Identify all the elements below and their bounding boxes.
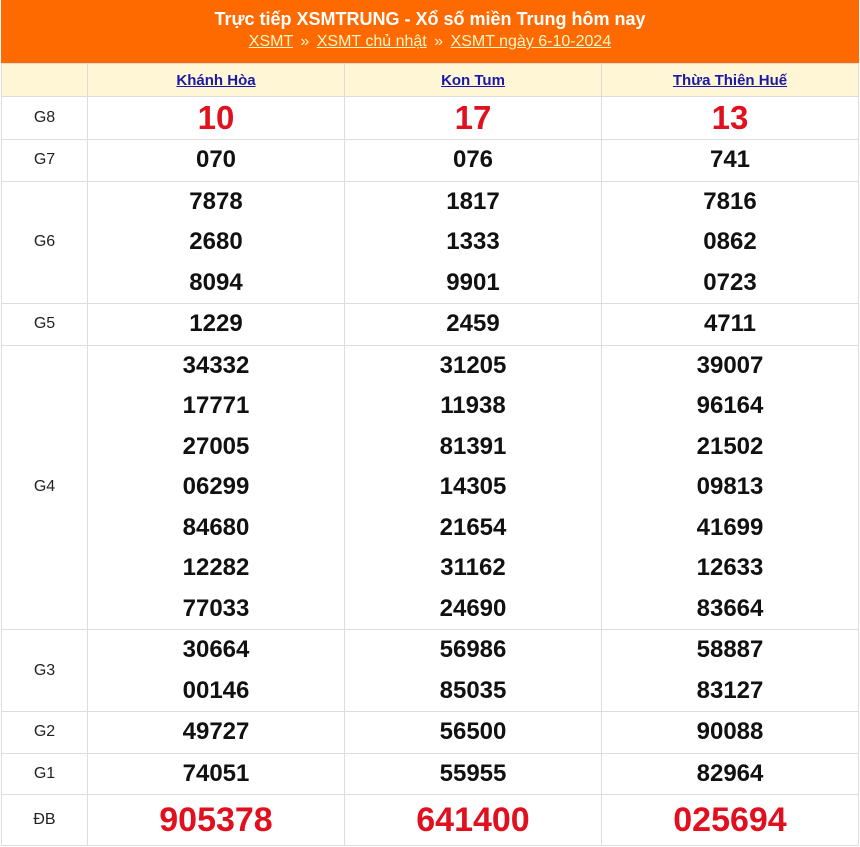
- prize-number: 17: [454, 98, 492, 136]
- prize-cell: [345, 304, 602, 346]
- prize-number: 56986: [439, 636, 507, 663]
- prize-cell: [88, 140, 345, 182]
- prize-number: 21654: [439, 513, 507, 541]
- prize-cell: [345, 181, 602, 304]
- results-header: [1, 0, 859, 63]
- prize-row-db: [2, 795, 859, 846]
- prize-cell: [345, 630, 602, 712]
- prize-cell: [345, 140, 602, 182]
- prize-number: 06299: [182, 473, 250, 500]
- prize-row-g1: [2, 753, 859, 795]
- prize-label: G2: [2, 712, 88, 754]
- prize-cell: [602, 304, 859, 346]
- prize-number: 076: [452, 146, 494, 173]
- prize-label: ĐB: [2, 795, 88, 846]
- prize-number: 10: [197, 98, 235, 136]
- province-header: [345, 64, 602, 97]
- prize-cell: [88, 712, 345, 754]
- prize-cell: [345, 753, 602, 795]
- prize-number: 1333: [446, 228, 500, 255]
- prize-number: 49727: [182, 718, 250, 745]
- prize-cell: [602, 181, 859, 304]
- prize-number: 58887: [696, 636, 764, 663]
- prize-number: 17771: [182, 392, 250, 419]
- prize-row-g3: [2, 630, 859, 712]
- prize-number: 4711: [703, 310, 757, 337]
- prize-number: 2459: [446, 310, 500, 337]
- breadcrumb-link-date[interactable]: XSMT ngày 6-10-2024: [450, 33, 612, 50]
- prize-label: G1: [2, 753, 88, 795]
- prize-number: 12633: [696, 554, 764, 581]
- prize-row-g6: [2, 181, 859, 304]
- prize-number: 00146: [182, 676, 250, 704]
- prize-number: 09813: [696, 473, 764, 500]
- prize-number: 14305: [439, 473, 507, 500]
- prize-number: 7816: [703, 187, 757, 215]
- prize-row-g5: [2, 304, 859, 346]
- prize-number: 84680: [182, 513, 250, 541]
- prize-number: 741: [709, 146, 751, 173]
- breadcrumb-separator: »: [434, 33, 444, 50]
- results-page: [1, 0, 859, 846]
- prize-number: 21502: [696, 432, 764, 460]
- province-link-kon-tum[interactable]: Kon Tum: [441, 71, 505, 89]
- prize-number: 96164: [696, 392, 764, 419]
- prize-cell: [602, 140, 859, 182]
- prize-number: 24690: [439, 594, 507, 622]
- prize-cell: [345, 345, 602, 630]
- prize-cell: [88, 795, 345, 846]
- prize-number: 34332: [182, 351, 250, 379]
- prize-number: 0862: [703, 228, 757, 255]
- prize-number: 070: [195, 146, 237, 173]
- prize-number: 85035: [439, 676, 507, 704]
- province-link-khanh-hoa[interactable]: Khánh Hòa: [176, 71, 256, 89]
- prize-number: 41699: [696, 513, 764, 541]
- breadcrumb-link-sunday[interactable]: XSMT chủ nhật: [316, 33, 427, 50]
- prize-cell: [602, 345, 859, 630]
- prize-cell: [88, 97, 345, 140]
- prize-number: 83127: [696, 676, 764, 704]
- prize-number: 27005: [182, 432, 250, 460]
- prize-cell: [602, 630, 859, 712]
- prize-label: G4: [2, 345, 88, 630]
- prize-number: 0723: [703, 268, 757, 296]
- prize-cell: [88, 753, 345, 795]
- prize-number: 1229: [189, 310, 243, 337]
- prize-number: 13: [711, 98, 749, 136]
- prize-label: G3: [2, 630, 88, 712]
- prize-number: 11938: [440, 392, 506, 419]
- prize-number: 31205: [439, 351, 507, 379]
- prize-row-g4: [2, 345, 859, 630]
- corner-cell: [2, 64, 88, 97]
- prize-number: 56500: [439, 718, 507, 745]
- province-link-thua-thien-hue[interactable]: Thừa Thiên Huế: [672, 71, 788, 89]
- prize-label: G6: [2, 181, 88, 304]
- prize-number: 55955: [439, 759, 507, 787]
- prize-number: 025694: [673, 801, 787, 839]
- breadcrumb-link-xsmt[interactable]: XSMT: [248, 33, 293, 50]
- prize-number: 8094: [189, 268, 243, 296]
- prize-row-g8: [2, 97, 859, 140]
- prize-number: 2680: [189, 228, 243, 255]
- prize-cell: [602, 753, 859, 795]
- prize-number: 77033: [182, 594, 250, 622]
- prize-number: 7878: [189, 187, 243, 215]
- page-title: Trực tiếp XSMTRUNG - Xổ số miền Trung hôm nay: [214, 9, 646, 29]
- results-table: [1, 63, 859, 846]
- breadcrumb: [1, 31, 859, 53]
- prize-number: 12282: [182, 554, 250, 581]
- prize-label: G7: [2, 140, 88, 182]
- prize-number: 39007: [696, 351, 764, 379]
- province-header: [88, 64, 345, 97]
- prize-number: 1817: [446, 187, 500, 215]
- breadcrumb-separator: »: [300, 33, 310, 50]
- prize-cell: [602, 712, 859, 754]
- prize-cell: [345, 712, 602, 754]
- prize-number: 90088: [696, 718, 764, 745]
- prize-cell: [345, 97, 602, 140]
- prize-number: 641400: [416, 801, 530, 839]
- prize-number: 82964: [696, 759, 764, 787]
- prize-number: 31162: [440, 554, 506, 581]
- prize-body: [2, 97, 859, 846]
- prize-label: G8: [2, 97, 88, 140]
- prize-label: G5: [2, 304, 88, 346]
- prize-number: 83664: [696, 594, 764, 622]
- province-header: [602, 64, 859, 97]
- prize-cell: [345, 795, 602, 846]
- province-header-row: [2, 64, 859, 97]
- prize-row-g2: [2, 712, 859, 754]
- prize-cell: [602, 97, 859, 140]
- prize-cell: [88, 304, 345, 346]
- prize-number: 905378: [159, 801, 273, 839]
- prize-number: 30664: [182, 636, 250, 663]
- prize-cell: [88, 181, 345, 304]
- prize-cell: [88, 630, 345, 712]
- prize-number: 81391: [439, 432, 507, 460]
- prize-number: 9901: [446, 268, 500, 296]
- prize-row-g7: [2, 140, 859, 182]
- prize-cell: [88, 345, 345, 630]
- prize-cell: [602, 795, 859, 846]
- prize-number: 74051: [182, 759, 250, 787]
